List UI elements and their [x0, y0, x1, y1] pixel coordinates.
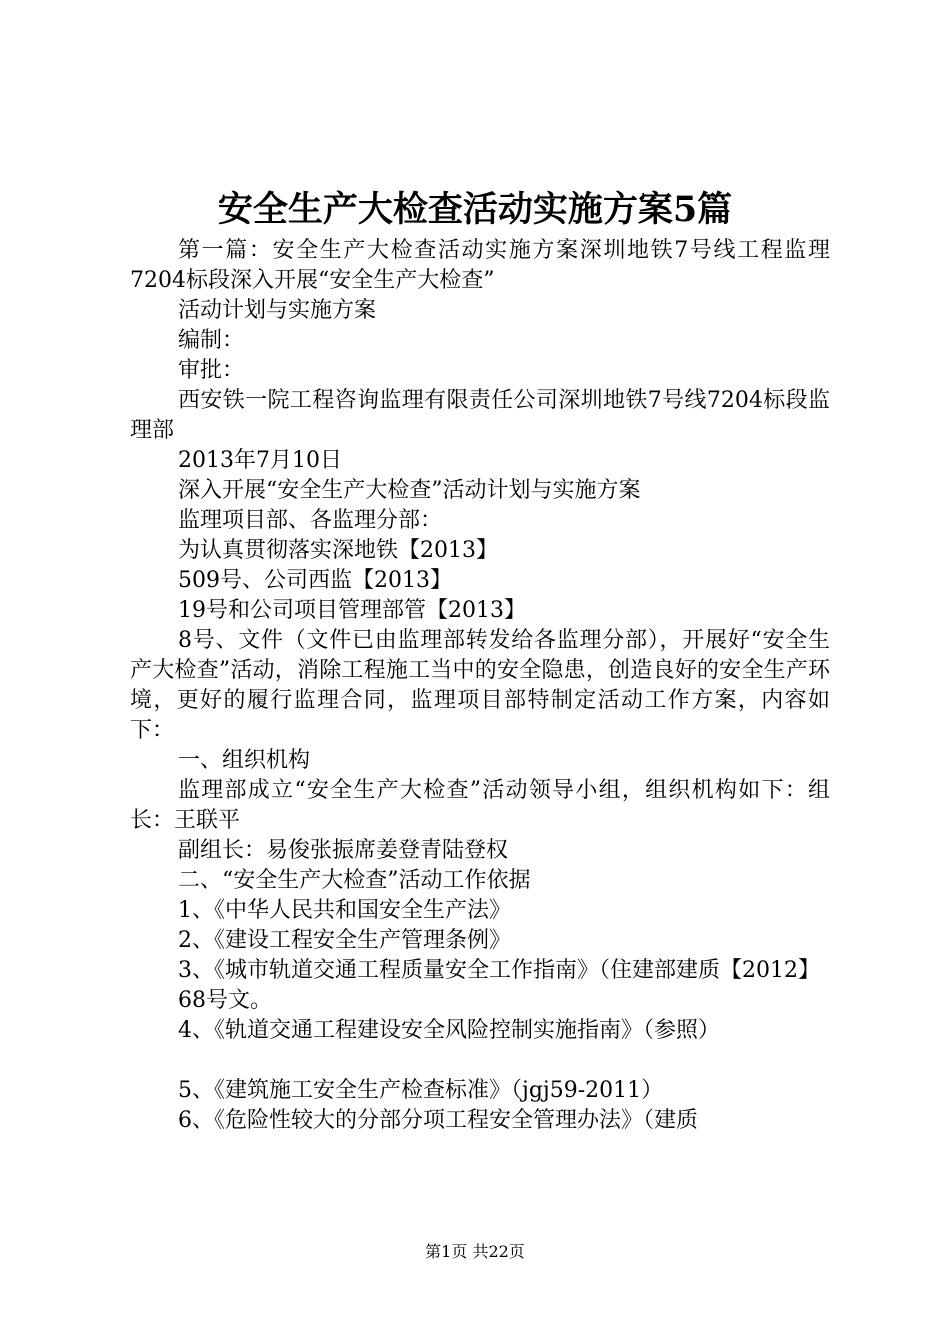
paragraph: 审批：	[178, 358, 245, 383]
paragraph: 编制：	[178, 328, 245, 353]
paragraph: 4、《轨道交通工程建设安全风险控制实施指南》（参照）	[178, 1018, 720, 1043]
paragraph: 深入开展“安全生产大检查”活动计划与实施方案	[178, 478, 641, 503]
paragraph: 19号和公司项目管理部管【2013】	[178, 598, 526, 623]
paragraph: 2013年7月10日	[178, 448, 342, 473]
document-title: 安全生产大检查活动实施方案5篇	[217, 189, 733, 230]
paragraph: 68号文。	[178, 988, 272, 1013]
paragraph: 6、《危险性较大的分部分项工程安全管理办法》（建质	[178, 1108, 698, 1133]
paragraph: 活动计划与实施方案	[178, 298, 377, 323]
paragraph: 西安铁一院工程咨询监理有限责任公司深圳地铁7号线7204标段监理部	[130, 388, 830, 443]
paragraph: 为认真贯彻落实深地铁【2013】	[178, 538, 498, 563]
paragraph: 5、《建筑施工安全生产检查标准》（jgj59-2011）	[178, 1078, 664, 1103]
paragraph: 8号、文件（文件已由监理部转发给各监理分部），开展好“安全生产大检查”活动，消除工程施工当中的安全隐患，创造良好的安全生产环境，更好的履行监理合同，监理项目部特制定活动工作方案，内容如下：	[130, 628, 830, 743]
document-body	[130, 236, 830, 1136]
paragraph: 副组长：易俊张振席姜登青陆登权	[178, 838, 509, 863]
paragraph: 二、“安全生产大检查”活动工作依据	[178, 868, 531, 893]
paragraph: 2、《建设工程安全生产管理条例》	[178, 928, 511, 953]
paragraph: 1、《中华人民共和国安全生产法》	[178, 898, 511, 923]
paragraph: 一、组织机构	[178, 748, 311, 773]
paragraph: 3、《城市轨道交通工程质量安全工作指南》（住建部建质【2012】	[178, 958, 820, 983]
paragraph: 监理部成立“安全生产大检查”活动领导小组，组织机构如下：组长：王联平	[130, 778, 830, 833]
paragraph: 第一篇：安全生产大检查活动实施方案深圳地铁7号线工程监理7204标段深入开展“安全生产大检查”	[130, 238, 830, 293]
paragraph: 监理项目部、各监理分部：	[178, 508, 443, 533]
page-footer: 第1页 共22页	[425, 1242, 525, 1261]
paragraph: 509号、公司西监【2013】	[178, 568, 452, 593]
